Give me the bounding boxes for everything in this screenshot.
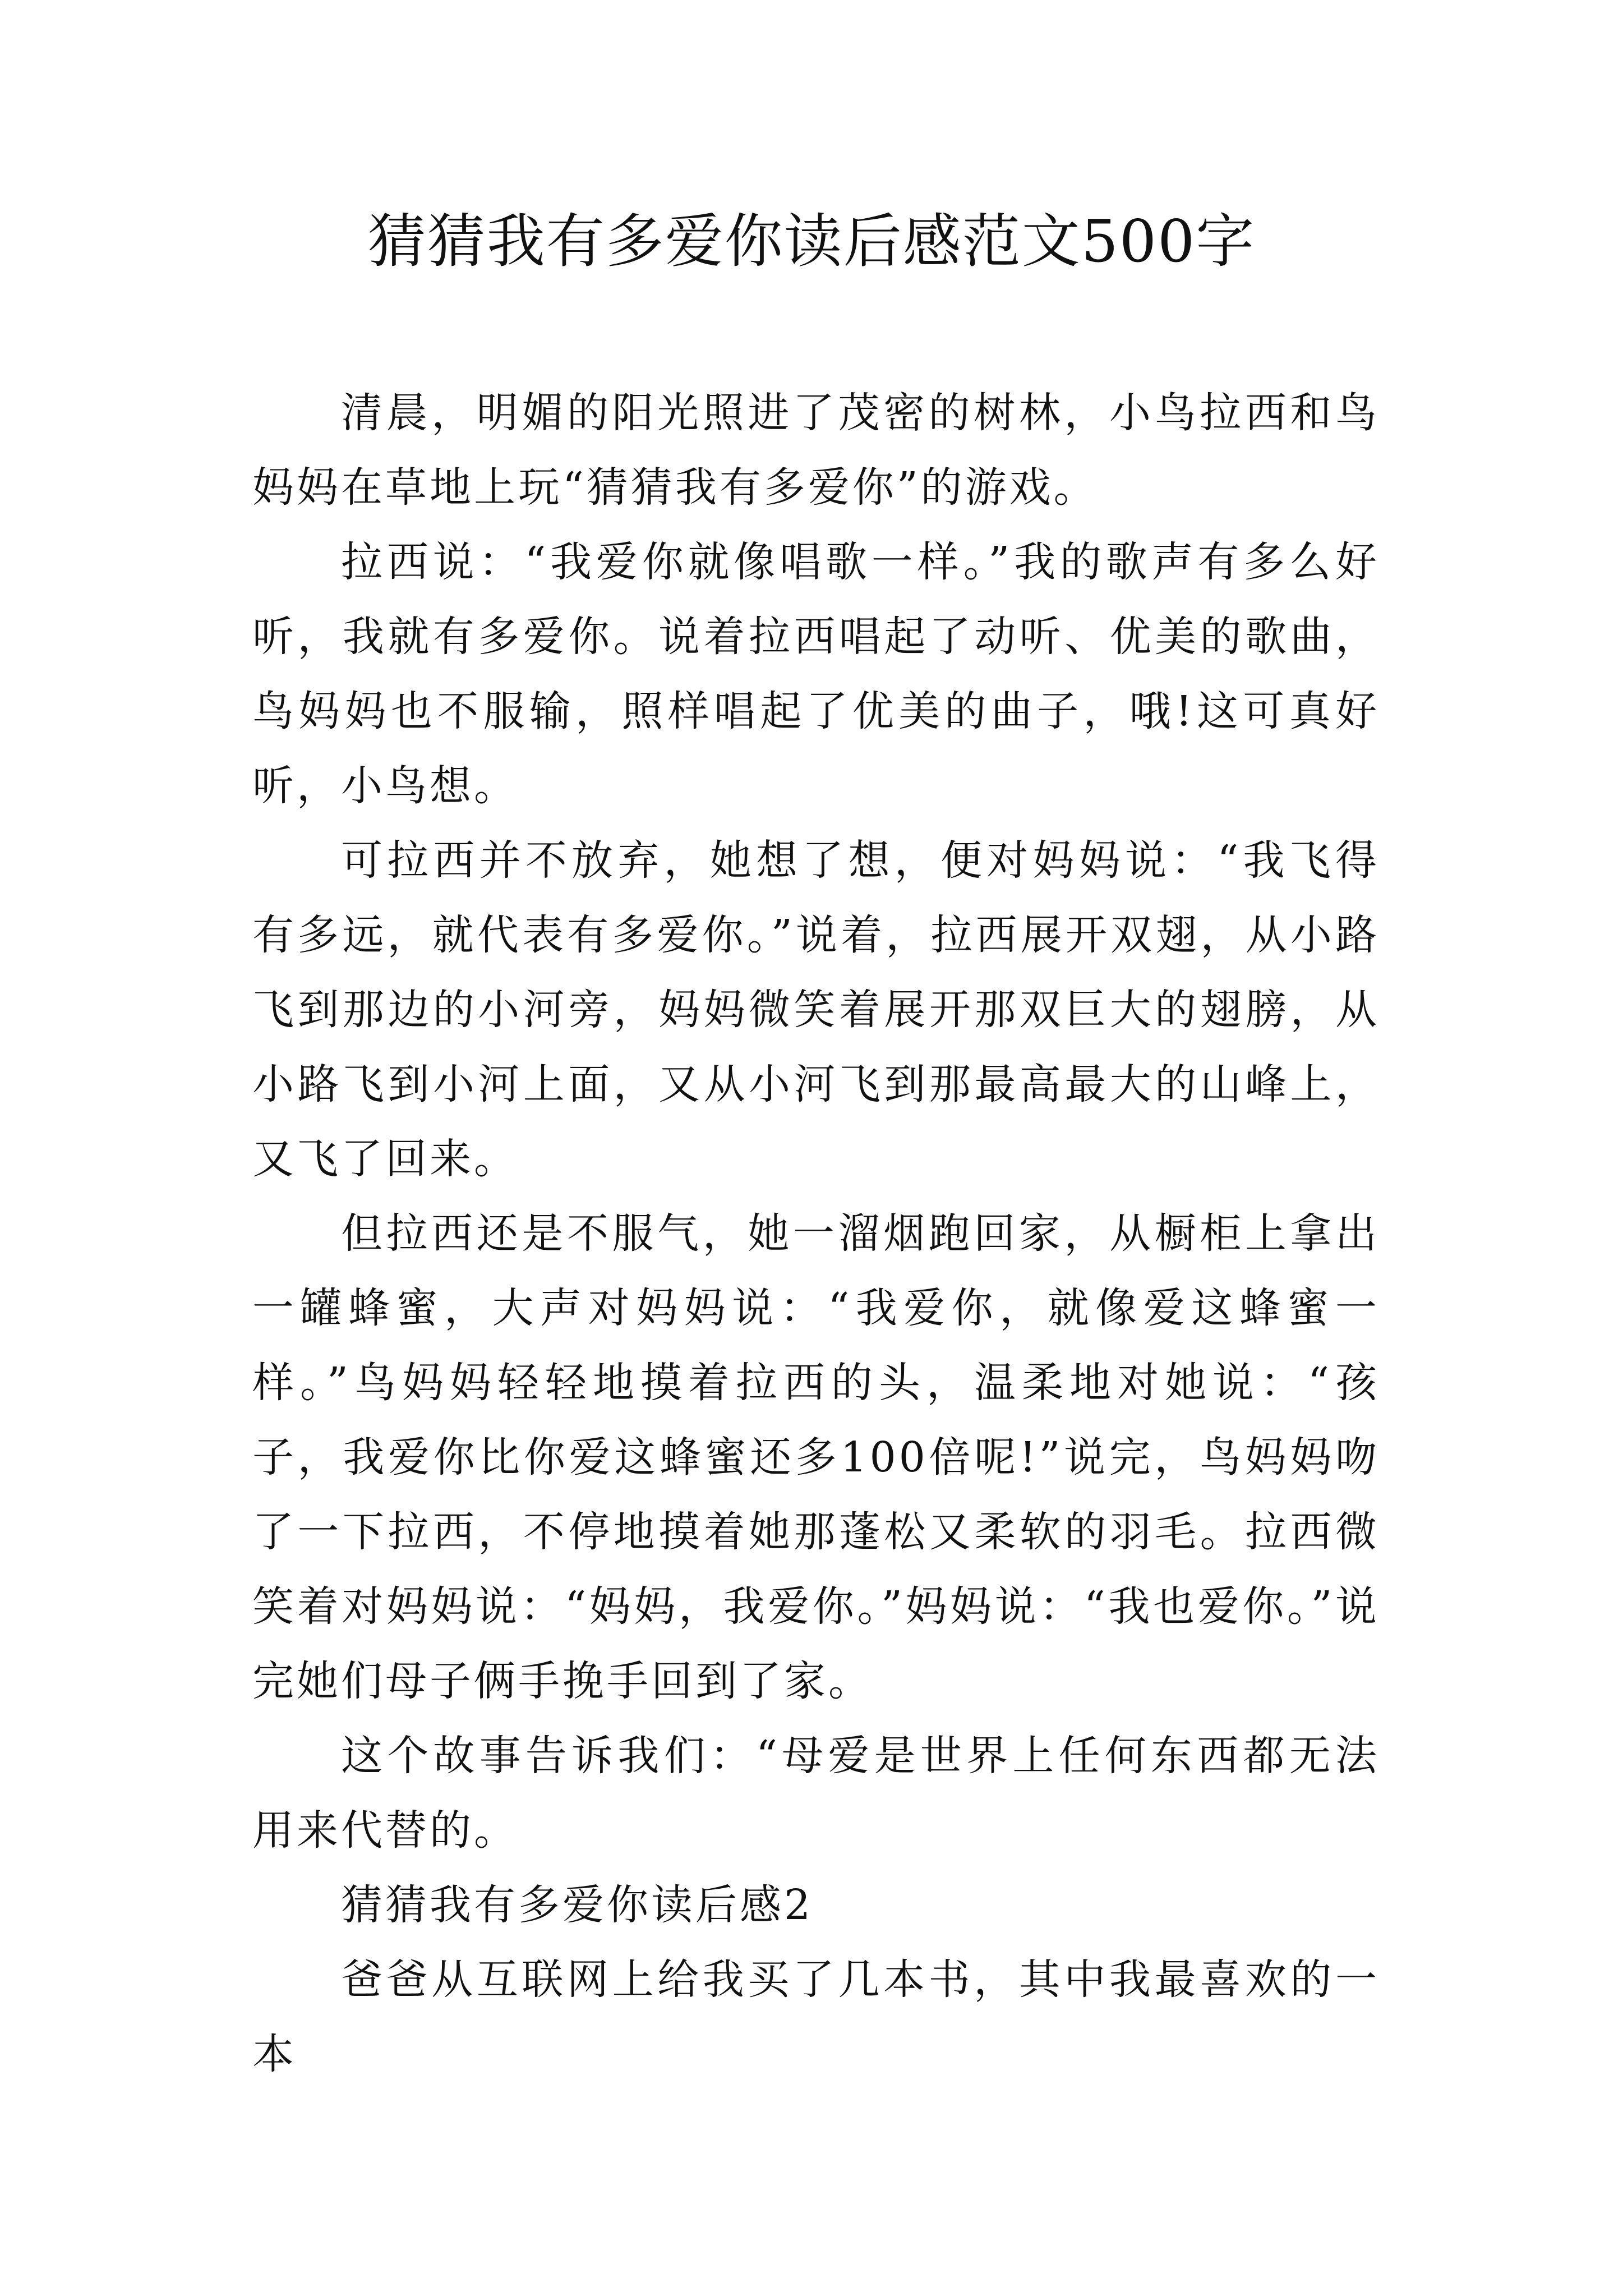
section-heading: 猜猜我有多爱你读后感2 [341, 1881, 814, 1929]
paragraph: 这个故事告诉我们：“母爱是世界上任何东西都无法用来代替的。 [252, 1732, 1380, 1855]
document-title: 猜猜我有多爱你读后感范文500字 [367, 207, 1256, 275]
paragraph: 但拉西还是不服气，她一溜烟跑回家，从橱柜上拿出一罐蜂蜜，大声对妈妈说：“我爱你，就像爱这蜂蜜一样。”鸟妈妈轻轻地摸着拉西的头，温柔地对她说：“孩子，我爱你比你爱这蜂蜜还多100倍呢!”说完，鸟妈妈吻了一下拉西，不停地摸着她那蓬松又柔软的羽毛。拉西微笑着对妈妈说：“妈妈，我爱你。”妈妈说：“我也爱你。”说完她们母子俩手挽手回到了家。 [252, 1209, 1380, 1705]
paragraph: 可拉西并不放弃，她想了想，便对妈妈说：“我飞得有多远，就代表有多爱你。”说着，拉西展开双翅，从小路飞到那边的小河旁，妈妈微笑着展开那双巨大的翅膀，从小路飞到小河上面，又从小河飞到那最高最大的山峰上，又飞了回来。 [252, 836, 1380, 1183]
paragraph: 拉西说：“我爱你就像唱歌一样。”我的歌声有多么好听，我就有多爱你。说着拉西唱起了动听、优美的歌曲，鸟妈妈也不服输，照样唱起了优美的曲子，哦!这可真好听，小鸟想。 [252, 538, 1380, 810]
document-body [252, 376, 1380, 2092]
paragraph: 爸爸从互联网上给我买了几本书，其中我最喜欢的一本 [252, 1955, 1380, 2078]
paragraph: 清晨，明媚的阳光照进了茂密的树林，小鸟拉西和鸟妈妈在草地上玩“猜猜我有多爱你”的游戏。 [252, 389, 1380, 512]
